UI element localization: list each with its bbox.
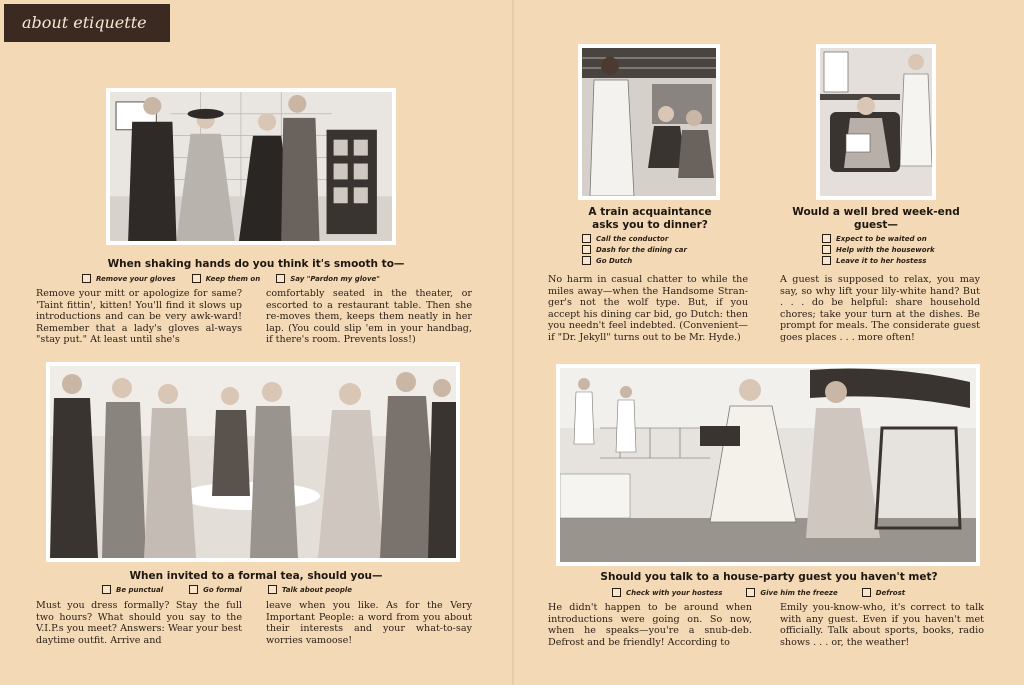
checkbox-icon[interactable]	[822, 234, 831, 243]
option-defrost[interactable]: Defrost	[862, 588, 905, 597]
checkbox-icon[interactable]	[862, 588, 871, 597]
question-house-party: Should you talk to a house-party guest you haven't met?	[600, 571, 938, 583]
option-punctual[interactable]: Be punctual	[102, 585, 163, 594]
options-house-party	[612, 588, 905, 597]
checkbox-icon[interactable]	[82, 274, 91, 283]
options-weekend-guest	[822, 234, 935, 265]
option-pardon-glove[interactable]: Say "Pardon my glove"	[276, 274, 380, 283]
checkbox-icon[interactable]	[822, 245, 831, 254]
question-handshake: When shaking hands do you think it's smooth to—	[107, 258, 405, 270]
checkbox-icon[interactable]	[276, 274, 285, 283]
option-remove-gloves[interactable]: Remove your gloves	[82, 274, 176, 283]
house-party-illustration	[556, 364, 980, 566]
handshake-text-col2: comfortably seated in the theater, or escorted to a restaurant table. Then she re-moves them, keeps them neatly in her lap. (You could slip 'em in your handbag, if there's room. Prevents loss!)	[266, 288, 472, 346]
train-text: No harm in casual chatter to while the miles away—when the Handsome Stran-ger's not the wolf type. But, if you accept his dining car bid, go Dutch: then you needn't feel indebted. (Convenient—if "Dr. Jekyll" turns out to be Mr. Hyde.)	[548, 274, 748, 343]
question-formal-tea: When invited to a formal tea, should you—	[129, 570, 383, 582]
section-tab: about etiquette	[4, 4, 170, 42]
checkbox-icon[interactable]	[746, 588, 755, 597]
formal-tea-illustration	[46, 362, 460, 562]
option-check-hostess[interactable]: Check with your hostess	[612, 588, 722, 597]
option-go-formal[interactable]: Go formal	[189, 585, 242, 594]
checkbox-icon[interactable]	[822, 256, 831, 265]
option-dining-car[interactable]: Dash for the dining car	[582, 245, 687, 254]
handshake-text-col1: Remove your mitt or apologize for same? 'Taint fittin', kitten! You'll find it slows up introductions and can be very awk-ward! Remember that a lady's gloves al-ways "stay put." At least until she's	[36, 288, 242, 346]
right-page	[514, 0, 1024, 685]
option-keep-on[interactable]: Keep them on	[192, 274, 261, 283]
checkbox-icon[interactable]	[192, 274, 201, 283]
weekend-guest-illustration	[816, 44, 936, 200]
checkbox-icon[interactable]	[582, 256, 591, 265]
options-formal-tea	[102, 585, 352, 594]
question-weekend-guest: Would a well bred week-end guest—	[792, 206, 960, 231]
checkbox-icon[interactable]	[102, 585, 111, 594]
handshake-illustration	[106, 88, 396, 245]
option-waited-on[interactable]: Expect to be waited on	[822, 234, 935, 243]
options-train	[582, 234, 687, 265]
checkbox-icon[interactable]	[612, 588, 621, 597]
weekend-guest-text: A guest is supposed to relax, you may say, so why lift your lily-white hand? But . . . do be helpful: share household chores; take your turn at the dishes. Be prompt for meals. The considerate guest goes places . . . more often!	[780, 274, 980, 343]
question-train: A train acquaintance asks you to dinner?	[588, 206, 712, 231]
option-call-conductor[interactable]: Call the conductor	[582, 234, 687, 243]
option-go-dutch[interactable]: Go Dutch	[582, 256, 687, 265]
house-party-text-col2: Emily you-know-who, it's correct to talk with any guest. Even if you haven't met officially. Talk about sports, books, radio shows . . . or, the weather!	[780, 602, 984, 648]
formal-tea-text-col1: Must you dress formally? Stay the full two hours? What should you say to the V.I.P.s you meet? Answers: Wear your best daytime outfit. Arrive and	[36, 600, 242, 646]
checkbox-icon[interactable]	[582, 245, 591, 254]
option-help-housework[interactable]: Help with the housework	[822, 245, 935, 254]
checkbox-icon[interactable]	[582, 234, 591, 243]
train-illustration	[578, 44, 720, 200]
checkbox-icon[interactable]	[189, 585, 198, 594]
options-handshake	[82, 274, 380, 283]
option-talk-people[interactable]: Talk about people	[268, 585, 352, 594]
option-leave-hostess[interactable]: Leave it to her hostess	[822, 256, 935, 265]
option-freeze[interactable]: Give him the freeze	[746, 588, 837, 597]
house-party-text-col1: He didn't happen to be around when introductions were going on. So now, when he speaks—you're a snub-deb. Defrost and be friendly! According to	[548, 602, 752, 648]
formal-tea-text-col2: leave when you like. As for the Very Important People: a word from you about their interests and your what-to-say worries vamoose!	[266, 600, 472, 646]
checkbox-icon[interactable]	[268, 585, 277, 594]
